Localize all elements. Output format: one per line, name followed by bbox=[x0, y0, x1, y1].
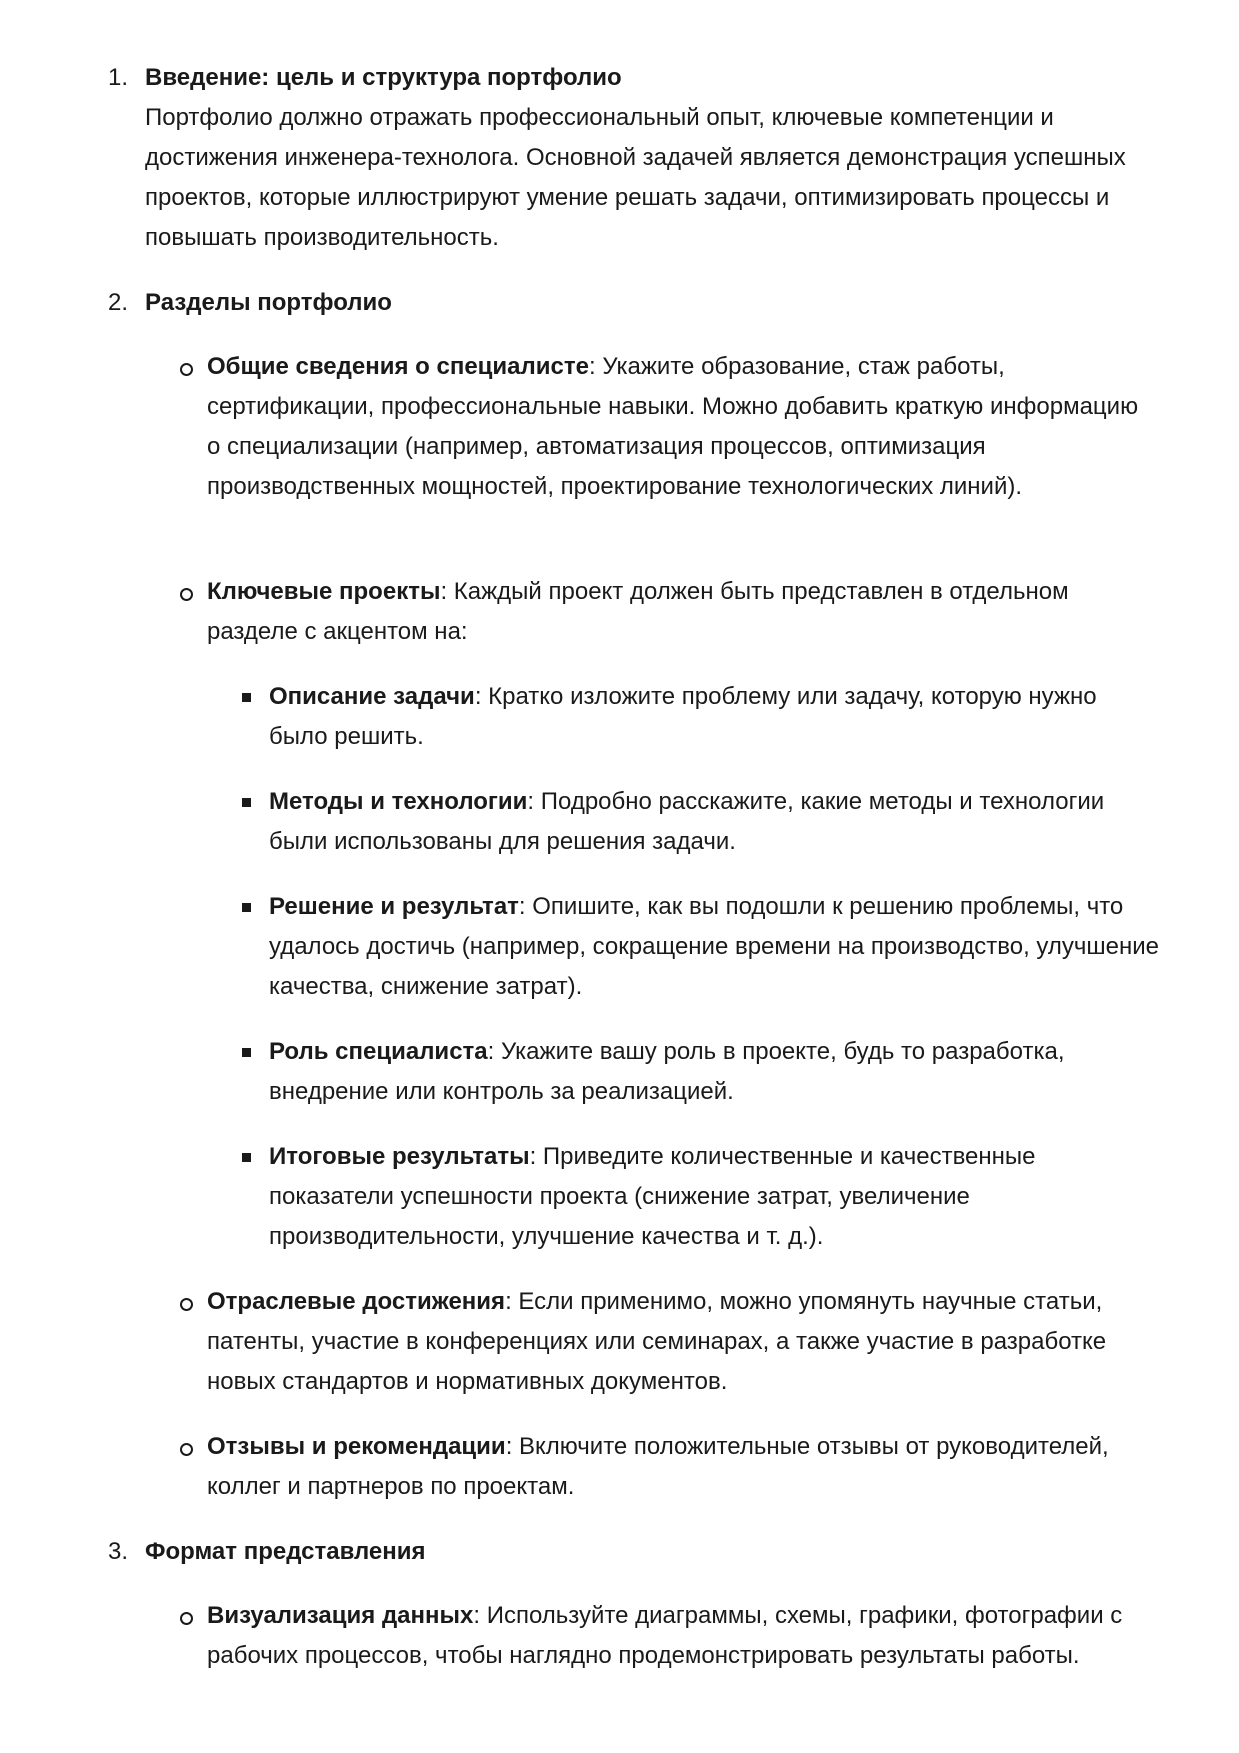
sub-list-item-term: Роль специалиста bbox=[269, 1038, 488, 1065]
list-item-term: Визуализация данных bbox=[207, 1602, 474, 1629]
section-title: Разделы портфолио bbox=[145, 289, 392, 316]
section-intro-paragraph: Портфолио должно отражать профессиональный опыт, ключевые компетенции и достижения инженера-технолога. Основной задачей является демонстрация успешных проектов, которые иллюстрируют умение решать задачи, оптимизировать процессы и повышать производительность. bbox=[145, 104, 1126, 251]
list-item-term: Отраслевые достижения bbox=[207, 1288, 506, 1315]
section-title: Формат представления bbox=[145, 1538, 426, 1565]
hollow-circle-bullet-icon bbox=[180, 1443, 193, 1456]
square-bullet-icon bbox=[242, 903, 251, 912]
list-item-text: : Каждый проект должен быть представлен в отдельном разделе с акцентом на: bbox=[207, 578, 1069, 645]
list-item-term: Ключевые проекты bbox=[207, 578, 441, 605]
list-item-text: : Укажите образование, стаж работы, сертификации, профессиональные навыки. Можно добавить краткую информацию о специализации (например, автоматизация процессов, оптимизация производственных мощностей, проектирование технологических линий). bbox=[207, 353, 1139, 500]
square-bullet-icon bbox=[242, 1048, 251, 1057]
sub-list-item-term: Описание задачи bbox=[269, 683, 475, 710]
sub-list-item-text: : Подробно расскажите, какие методы и технологии были использованы для решения задачи. bbox=[269, 788, 1105, 855]
section-title: Введение: цель и структура портфолио bbox=[145, 64, 622, 91]
hollow-circle-bullet-icon bbox=[180, 588, 193, 601]
list-item-text: : Используйте диаграммы, схемы, графики, фотографии с рабочих процессов, чтобы наглядно продемонстрировать результаты работы. bbox=[207, 1602, 1123, 1669]
list-item bbox=[207, 1427, 1147, 1507]
square-bullet-icon bbox=[242, 693, 251, 702]
square-bullet-icon bbox=[242, 1153, 251, 1162]
list-item bbox=[207, 572, 1147, 652]
sub-list-item-text: : Приведите количественные и качественные показатели успешности проекта (снижение затрат, увеличение производительности, улучшение качества и т. д.). bbox=[269, 1143, 1036, 1250]
square-bullet-icon bbox=[242, 798, 251, 807]
hollow-circle-bullet-icon bbox=[180, 363, 193, 376]
sub-list-item bbox=[269, 1137, 1159, 1257]
list-item-text: : Включите положительные отзывы от руководителей, коллег и партнеров по проектам. bbox=[207, 1433, 1109, 1500]
sub-list-item-term: Решение и результат bbox=[269, 893, 519, 920]
sub-list-item-term: Итоговые результаты bbox=[269, 1143, 530, 1170]
sub-list-item-term: Методы и технологии bbox=[269, 788, 528, 815]
hollow-circle-bullet-icon bbox=[180, 1612, 193, 1625]
list-item-text: : Если применимо, можно упомянуть научные статьи, патенты, участие в конференциях или семинарах, а также участие в разработке новых стандартов и нормативных документов. bbox=[207, 1288, 1107, 1395]
section-number: 1. bbox=[107, 64, 128, 91]
list-item bbox=[207, 1282, 1147, 1402]
sub-list-item bbox=[269, 1032, 1159, 1112]
list-item bbox=[207, 1596, 1147, 1676]
sub-list-item-text: : Опишите, как вы подошли к решению проблемы, что удалось достичь (например, сокращение времени на производство, улучшение качества, снижение затрат). bbox=[269, 893, 1160, 1000]
sub-list-item bbox=[269, 887, 1159, 1007]
hollow-circle-bullet-icon bbox=[180, 1298, 193, 1311]
list-item-term: Отзывы и рекомендации bbox=[207, 1433, 506, 1460]
list-item bbox=[207, 347, 1147, 507]
section-number: 3. bbox=[107, 1538, 128, 1565]
sub-list-item bbox=[269, 782, 1159, 862]
sub-list-item-text: : Кратко изложите проблему или задачу, которую нужно было решить. bbox=[269, 683, 1097, 750]
sub-list-item-text: : Укажите вашу роль в проекте, будь то разработка, внедрение или контроль за реализацией. bbox=[269, 1038, 1065, 1105]
list-item-term: Общие сведения о специалисте bbox=[207, 353, 589, 380]
sub-list-item bbox=[269, 677, 1159, 757]
section-number: 2. bbox=[107, 289, 128, 316]
